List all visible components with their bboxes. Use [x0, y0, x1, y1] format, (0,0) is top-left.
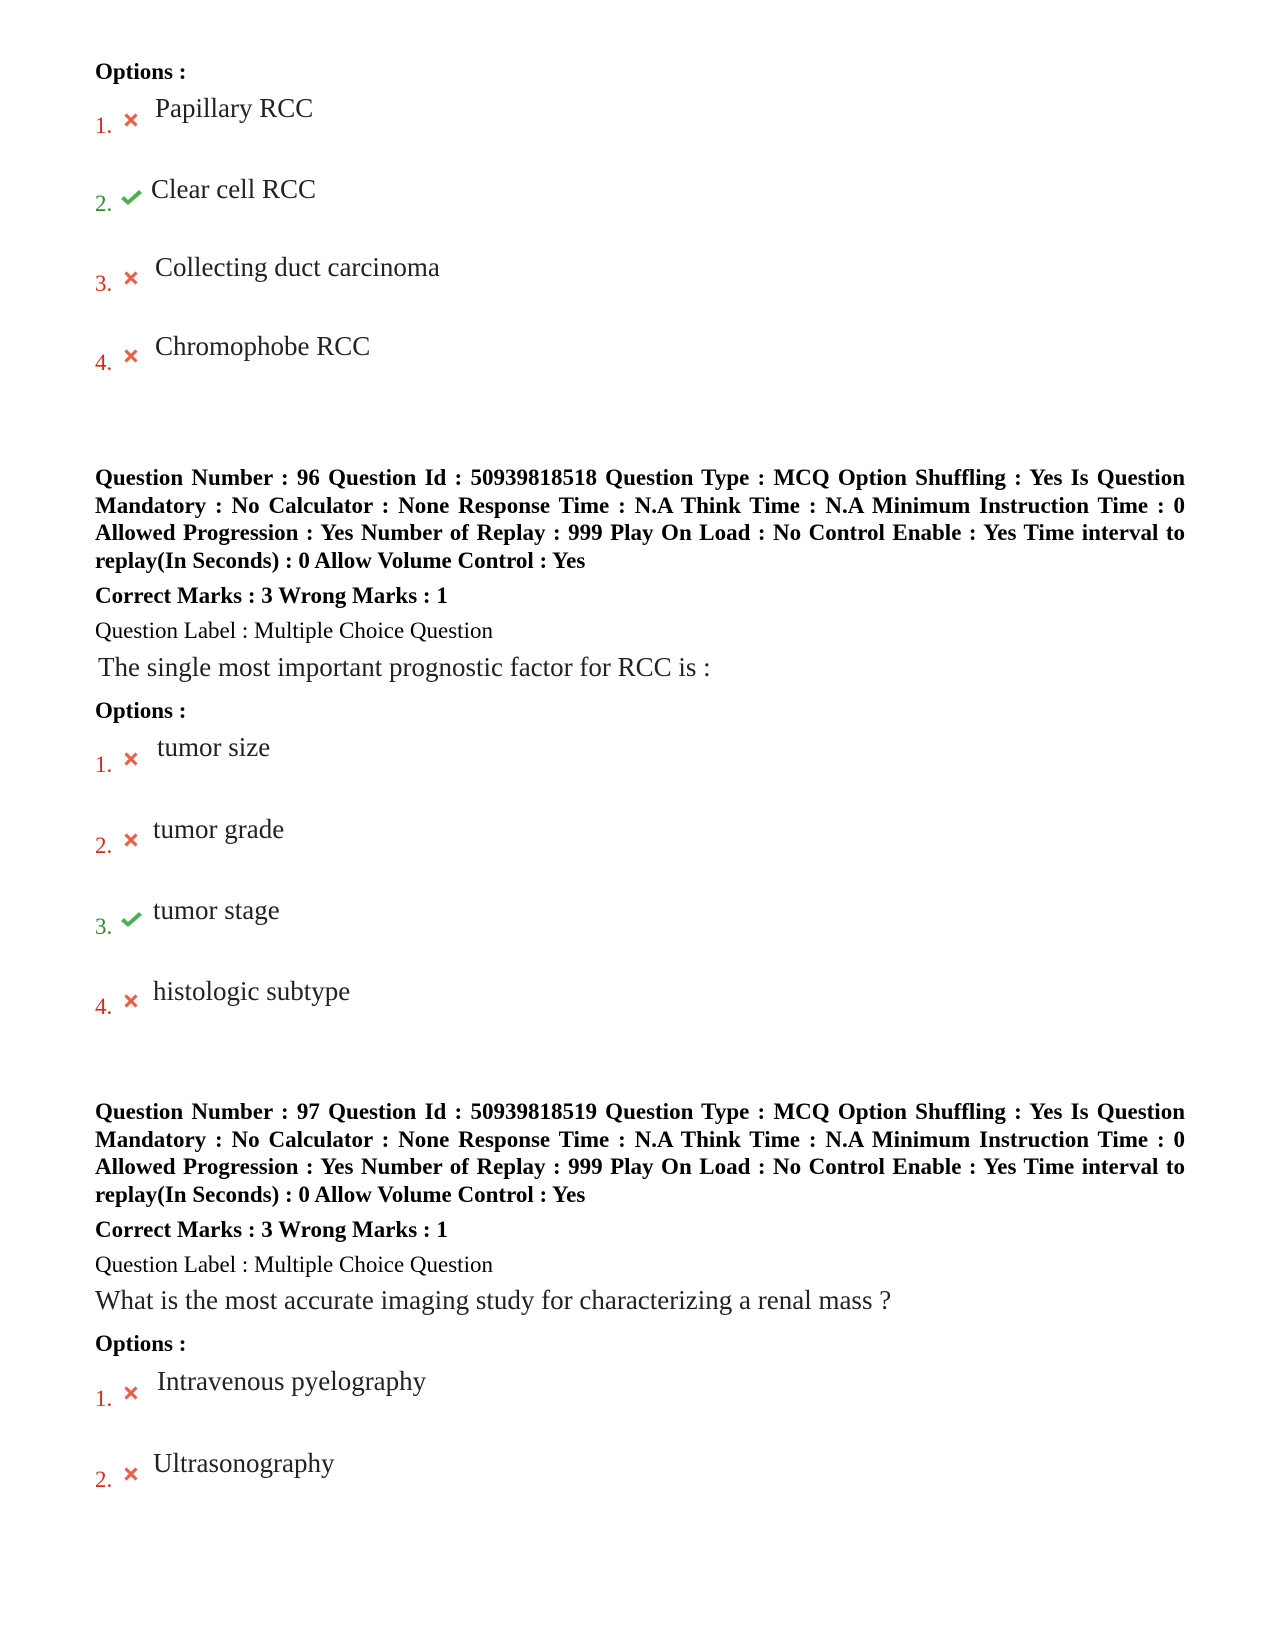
options-heading: Options : [95, 698, 187, 723]
cross-icon [120, 1463, 142, 1485]
option-item [95, 1447, 795, 1507]
options-heading: Options : [95, 1331, 187, 1356]
option-item [95, 975, 795, 1035]
cross-icon [120, 345, 142, 367]
option-text: Ultrasonography [153, 1448, 335, 1478]
check-icon [119, 186, 143, 210]
option-item [95, 92, 795, 152]
option-number: 4. [95, 350, 113, 375]
option-item [95, 731, 795, 791]
option-number: 3. [95, 271, 113, 296]
option-number: 1. [95, 1386, 113, 1411]
question-text: What is the most accurate imaging study for characterizing a renal mass ? [95, 1285, 892, 1315]
cross-icon [120, 1382, 142, 1404]
option-text: tumor grade [153, 814, 285, 844]
question-label: Question Label : Multiple Choice Question [95, 1252, 493, 1277]
option-item [95, 813, 795, 873]
question-marks: Correct Marks : 3 Wrong Marks : 1 [95, 1217, 448, 1242]
cross-icon [120, 748, 142, 770]
cross-icon [120, 990, 142, 1012]
question-meta: Question Number : 96 Question Id : 50939818518 Question Type : MCQ Option Shuffling : Yes Is Question Mandatory : No Calculator : None Response Time : N.A Think Time : N.A Minimum Instruction Time : 0 Allowed Progression : Yes Number of Replay : 999 Play On Load : No Control Enable : Yes Time interval to replay(In Seconds) : 0 Allow Volume Control : Yes [95, 465, 1185, 573]
option-text: histologic subtype [153, 976, 351, 1006]
option-text: Chromophobe RCC [155, 331, 371, 361]
option-text: Intravenous pyelography [157, 1366, 427, 1396]
question-meta: Question Number : 97 Question Id : 50939818519 Question Type : MCQ Option Shuffling : Yes Is Question Mandatory : No Calculator : None Response Time : N.A Think Time : N.A Minimum Instruction Time : 0 Allowed Progression : Yes Number of Replay : 999 Play On Load : No Control Enable : Yes Time interval to replay(In Seconds) : 0 Allow Volume Control : Yes [95, 1099, 1185, 1207]
cross-icon [120, 829, 142, 851]
options-heading: Options : [95, 59, 187, 84]
option-item [95, 173, 795, 233]
option-number: 1. [95, 113, 113, 138]
question-marks: Correct Marks : 3 Wrong Marks : 1 [95, 583, 448, 608]
option-text: Papillary RCC [155, 93, 314, 123]
option-text: Collecting duct carcinoma [155, 252, 440, 282]
question-label: Question Label : Multiple Choice Question [95, 618, 493, 643]
option-number: 2. [95, 833, 113, 858]
option-number: 3. [95, 914, 113, 939]
question-text: The single most important prognostic factor for RCC is : [98, 652, 711, 682]
option-item [95, 894, 795, 954]
cross-icon [120, 267, 142, 289]
check-icon [119, 908, 143, 932]
cross-icon [120, 109, 142, 131]
option-number: 1. [95, 752, 113, 777]
option-number: 2. [95, 191, 113, 216]
option-number: 4. [95, 994, 113, 1019]
option-text: tumor stage [153, 895, 280, 925]
option-item [95, 330, 795, 390]
option-item [95, 1365, 795, 1425]
option-text: tumor size [157, 732, 271, 762]
option-text: Clear cell RCC [151, 174, 316, 204]
option-number: 2. [95, 1467, 113, 1492]
option-item [95, 251, 795, 311]
